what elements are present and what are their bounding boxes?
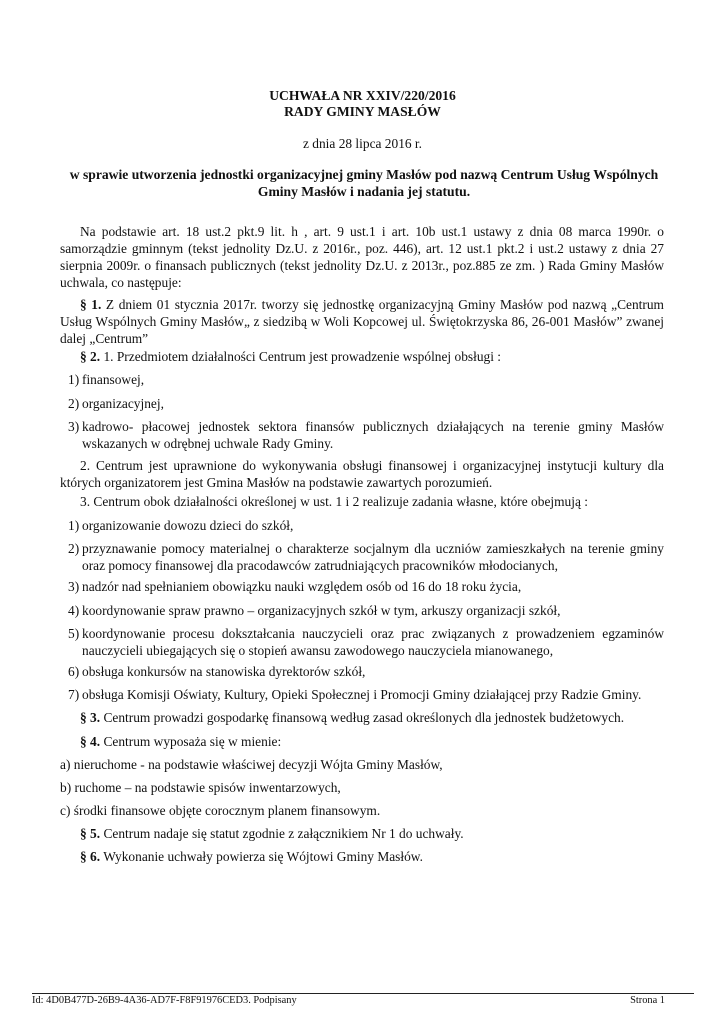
resolution-subject: w sprawie utworzenia jednostki organizacyjnej gminy Masłów pod nazwą Centrum Usług Wspólnych Gminy Masłów i nadania jej statutu. [69, 167, 659, 199]
paragraph-2-ust2: 2. Centrum jest uprawnione do wykonywania obsługi finansowej i organizacyjnej instytucji kultury dla których organizatorem jest Gmina Masłów na podstawie zawartych porozumień. [60, 458, 664, 490]
paragraph-5-label: § 5. [80, 826, 101, 841]
list-item: 1) organizowanie dowozu dzieci do szkół, [68, 518, 294, 533]
paragraph-6 [80, 848, 684, 865]
paragraph-6-label: § 6. [80, 849, 101, 864]
paragraph-2-ust1-text: 1. Przedmiotem działalności Centrum jest prowadzenie wspólnej obsługi : [103, 349, 501, 364]
list-item: a) nieruchome - na podstawie właściwej decyzji Wójta Gminy Masłów, [60, 757, 443, 772]
paragraph-4 [80, 733, 684, 750]
list-item: 5) koordynowanie procesu dokształcania nauczycieli oraz prac związanych z prowadzeniem egzaminów nauczycieli ubiegających się o stopień awansu zawodowego nauczyciela mianowanego, [68, 626, 664, 658]
list-item: 4) koordynowanie spraw prawno – organizacyjnych szkół w tym, arkuszy organizacji szkół, [68, 603, 561, 618]
paragraph-2-ust1 [80, 348, 684, 365]
resolution-number: UCHWAŁA NR XXIV/220/2016 [269, 88, 456, 103]
list-item: c) środki finansowe objęte corocznym planem finansowym. [60, 803, 381, 818]
list-item: 2) organizacyjnej, [68, 396, 164, 411]
paragraph-5-text: Centrum nadaje się statut zgodnie z załącznikiem Nr 1 do uchwały. [103, 826, 464, 841]
paragraph-1-text: Z dniem 01 stycznia 2017r. tworzy się jednostkę organizacyjną Gminy Masłów pod nazwą „Centrum Usług Wspólnych Gminy Masłów„ z siedzibą w Woli Kopcowej ul. Świętokrzyska 86, 26-001 Masłów” zwanej dalej „Centrum” [60, 297, 664, 346]
footer-divider [32, 993, 694, 994]
paragraph-3-text: Centrum prowadzi gospodarkę finansową według zasad określonych dla jednostek budżetowych. [103, 710, 625, 725]
list-item: 2) przyznawanie pomocy materialnej o charakterze socjalnym dla uczniów zamieszkałych na terenie gminy oraz pomocy finansowej dla pracodawców zatrudniających pracowników młodocianych, [68, 541, 664, 573]
list-item: 3) nadzór nad spełnianiem obowiązku nauki względem osób od 16 do 18 roku życia, [68, 579, 522, 594]
paragraph-5 [80, 825, 684, 842]
document-id: Id: 4D0B477D-26B9-4A36-AD7F-F8F91976CED3. Podpisany [32, 995, 297, 1006]
paragraph-3-label: § 3. [80, 710, 101, 725]
paragraph-1-label: § 1. [80, 297, 102, 312]
list-item: 7) obsługa Komisji Oświaty, Kultury, Opieki Społecznej i Promocji Gminy działającej przy Radzie Gminy. [68, 687, 642, 702]
list-item: 1) finansowej, [68, 372, 145, 387]
council-name: RADY GMINY MASŁÓW [284, 104, 441, 119]
paragraph-2-label: § 2. [80, 349, 101, 364]
paragraph-1 [60, 296, 664, 347]
paragraph-6-text: Wykonanie uchwały powierza się Wójtowi Gminy Masłów. [103, 849, 423, 864]
list-item: 3) kadrowo- płacowej jednostek sektora finansów publicznych działających na terenie gminy Masłów wskazanych w odrębnej uchwale Rady Gminy. [68, 419, 664, 451]
paragraph-3 [80, 709, 684, 726]
resolution-date: z dnia 28 lipca 2016 r. [303, 136, 422, 151]
list-item: b) ruchome – na podstawie spisów inwentarzowych, [60, 780, 341, 795]
paragraph-2-ust3: 3. Centrum obok działalności określonej w ust. 1 i 2 realizuje zadania własne, które obejmują : [80, 494, 588, 509]
paragraph-4-text: Centrum wyposaża się w mienie: [103, 734, 282, 749]
paragraph-4-label: § 4. [80, 734, 101, 749]
page-number: Strona 1 [630, 995, 665, 1006]
preamble: Na podstawie art. 18 ust.2 pkt.9 lit. h , art. 9 ust.1 i art. 10b ust.1 ustawy z dnia 08 marca 1990r. o samorządzie gminnym (tekst jednolity Dz.U. z 2016r., poz. 446), art. 12 ust.1 pkt.2 i ust.2 ustawy z dnia 27 sierpnia 2009r. o finansach publicznych (tekst jednolity Dz.U. z 2013r., poz.885 ze zm. ) Rada Gminy Masłów uchwala, co następuje: [60, 224, 664, 290]
list-item: 6) obsługa konkursów na stanowiska dyrektorów szkół, [68, 664, 366, 679]
